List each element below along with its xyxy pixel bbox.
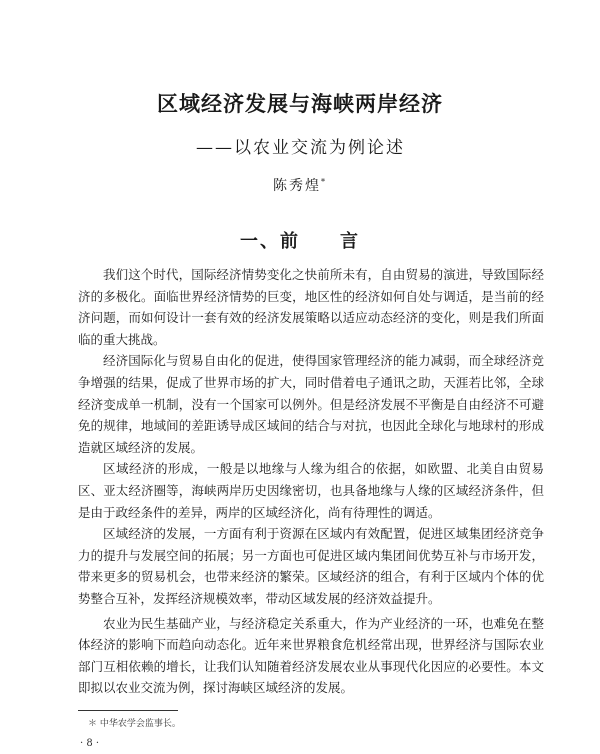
- paragraph: 农业为民生基础产业，与经济稳定关系重大，作为产业经济的一环，也难免在整体经济的影响下而趋向动态化。近年来世界粮食危机经常出现，世界经济与国际农业部门互相依赖的增长，让我们认知随着经济发展农业从事现代化因应的必要性。本文即拟以农业交流为例，探讨海峡区域经济的发展。: [78, 615, 544, 696]
- footnote-divider: [78, 710, 178, 711]
- paragraph: 我们这个时代，国际经济情势变化之快前所未有，自由贸易的演进，导致国际经济的多极化。面临世界经济情势的巨变，地区性的经济如何自处与调适，是当前的经济问题，而如何设计一套有效的经济发展策略以适应动态经济的变化，则是我们所面临的重大挑战。: [78, 267, 544, 347]
- author-line: [0, 175, 600, 195]
- paragraph: 经济国际化与贸易自由化的促进，使得国家管理经济的能力减弱，而全球经济竞争增强的结果，促成了世界市场的扩大，同时借着电子通讯之助，天涯若比邻，全球经济变成单一机制，没有一个国家可以例外。但是经济发展不平衡是自由经济不可避免的规律，地域间的差距诱导成区域间的结合与对抗，也因此全球化与地球村的形成造就区域经济的发展。: [78, 353, 544, 455]
- author-name: 陈秀煌: [273, 178, 321, 194]
- page-number: · 8 ·: [80, 738, 100, 749]
- paragraph: 区域经济的形成，一般是以地缘与人缘为组合的依据，如欧盟、北美自由贸易区、亚太经济圈等，海峡两岸历史因缘密切，也具备地缘与人缘的区域经济条件，但是由于政经条件的差异，两岸的区域经济化，尚有待理性的调适。: [78, 461, 544, 520]
- section-heading: 一、前 言: [240, 231, 360, 252]
- body-text: [78, 264, 544, 699]
- paragraph: 区域经济的发展，一方面有利于资源在区域内有效配置，促进区域集团经济竞争力的提升与发展空间的拓展；另一方面也可促进区域内集团间优势互补与市场开发，带来更多的贸易机会，也带来经济的繁荣。区域经济的组合，有利于区域内个体的优势整合互补，发挥经济规模效率，带动区域发展的经济效益提升。: [78, 526, 544, 606]
- document-title: 区域经济发展与海峡两岸经济: [157, 91, 443, 116]
- document-subtitle: ——以农业交流为例论述: [196, 138, 405, 158]
- author-footnote-mark: *: [321, 177, 327, 187]
- footnote: ＊ 中华农学会监事长。: [88, 719, 181, 729]
